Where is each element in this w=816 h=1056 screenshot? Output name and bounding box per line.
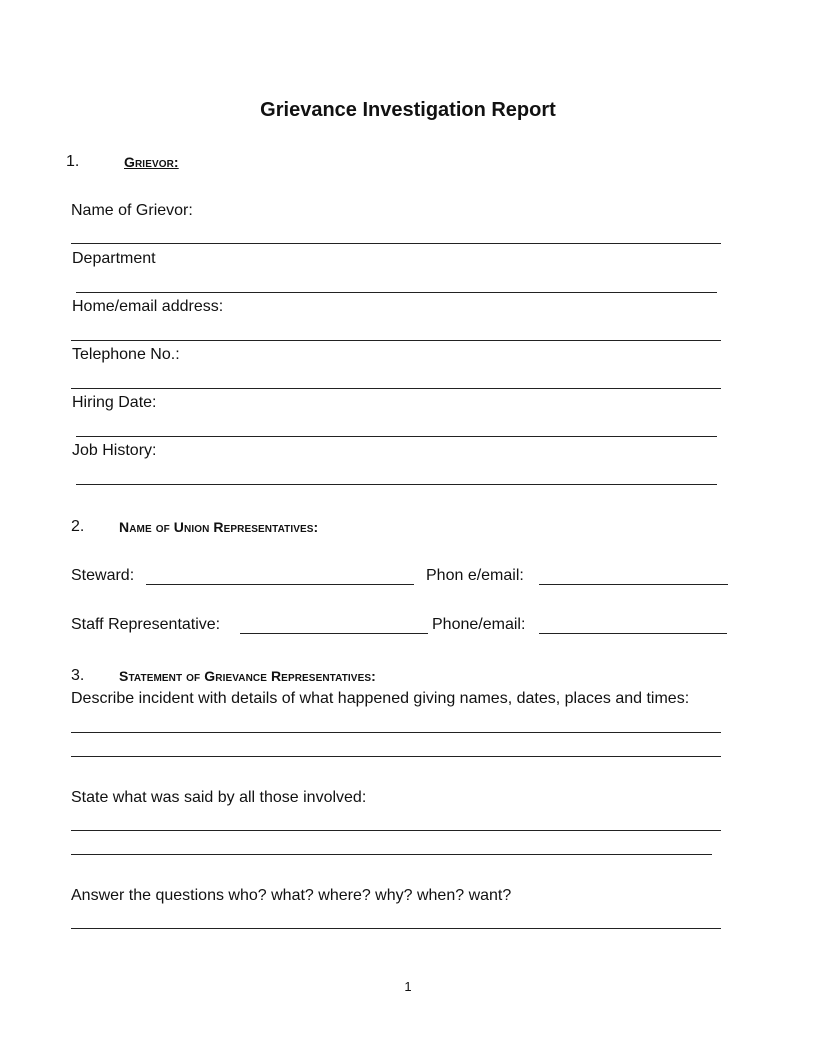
describe-line-2[interactable] <box>71 756 721 757</box>
section-1-heading: Grievor: <box>124 154 179 170</box>
steward-line[interactable] <box>146 584 414 585</box>
state-line-1[interactable] <box>71 830 721 831</box>
telephone-line[interactable] <box>71 388 721 389</box>
hiring-date-line[interactable] <box>76 436 717 437</box>
telephone-label: Telephone No.: <box>72 346 180 363</box>
page-number: 1 <box>404 979 412 994</box>
staff-rep-label: Staff Representative: <box>71 616 221 633</box>
hiring-date-label: Hiring Date: <box>72 394 157 411</box>
describe-line-1[interactable] <box>71 732 721 733</box>
staff-phone-line[interactable] <box>539 633 727 634</box>
staff-rep-line[interactable] <box>240 633 428 634</box>
section-3-heading: Statement of Grievance Representatives: <box>119 668 376 684</box>
grievor-name-label: Name of Grievor: <box>71 202 193 219</box>
document-title: Grievance Investigation Report <box>260 99 556 121</box>
section-1-number: 1. <box>66 153 80 170</box>
steward-phone-label: Phon e/email: <box>426 567 524 584</box>
section-2-heading: Name of Union Representatives: <box>119 519 319 535</box>
answer-questions-label: Answer the questions who? what? where? why? when? want? <box>71 887 512 904</box>
describe-incident-label: Describe incident with details of what happened giving names, dates, places and times: <box>71 690 690 707</box>
state-said-label: State what was said by all those involved: <box>71 789 367 806</box>
home-email-line[interactable] <box>71 340 721 341</box>
job-history-label: Job History: <box>72 442 157 459</box>
staff-phone-label: Phone/email: <box>432 616 526 633</box>
department-line[interactable] <box>76 292 717 293</box>
job-history-line[interactable] <box>76 484 717 485</box>
grievor-name-line[interactable] <box>71 243 721 244</box>
steward-label: Steward: <box>71 567 135 584</box>
section-3-number: 3. <box>71 667 85 684</box>
section-2-number: 2. <box>71 518 85 535</box>
department-label: Department <box>72 250 156 267</box>
state-line-2[interactable] <box>71 854 712 855</box>
home-email-label: Home/email address: <box>72 298 224 315</box>
steward-phone-line[interactable] <box>539 584 728 585</box>
answer-line[interactable] <box>71 928 721 929</box>
